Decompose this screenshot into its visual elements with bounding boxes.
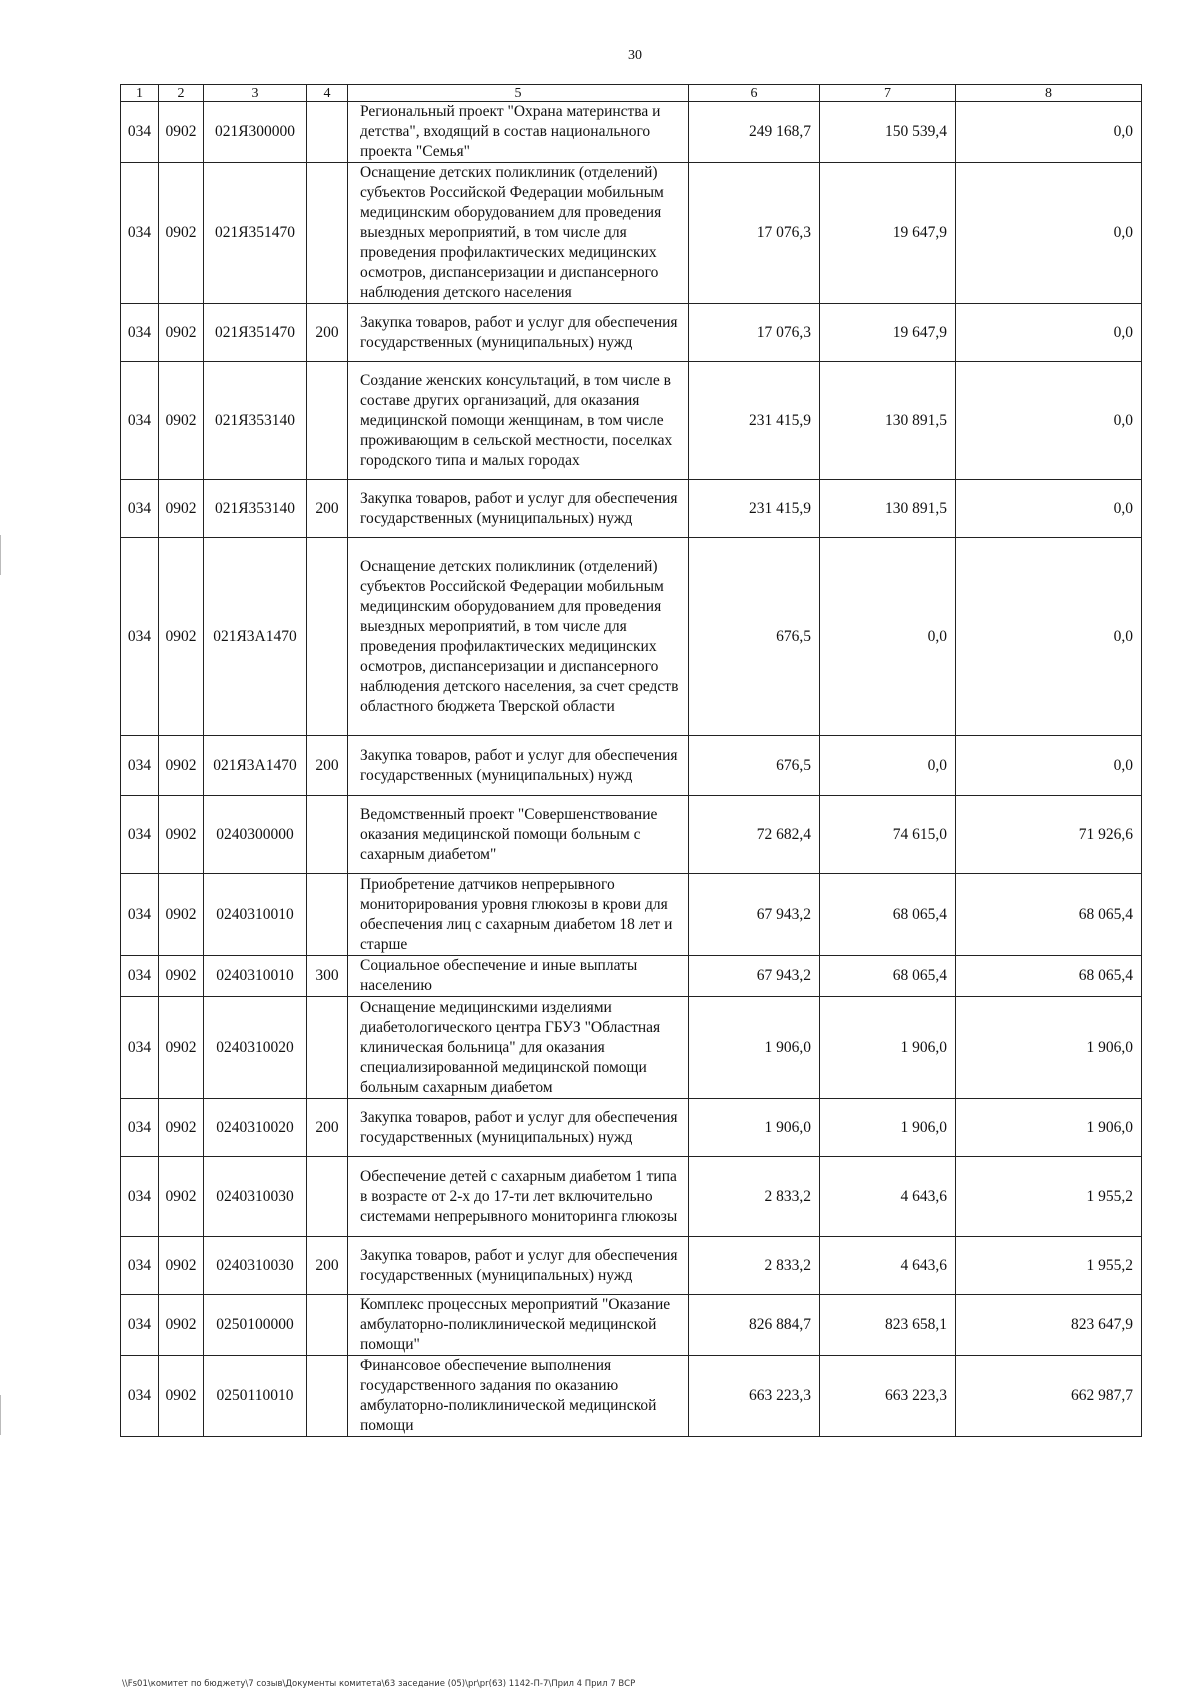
cell-c4 [307,538,348,736]
cell-c6: 1 906,0 [689,1099,820,1157]
table-row [121,102,1142,163]
cell-c2: 0902 [159,362,204,480]
cell-c3: 021Я351470 [204,304,307,362]
header-cell-1: 1 [121,85,159,102]
table-row [121,997,1142,1099]
cell-c1: 034 [121,1356,159,1437]
cell-c7: 130 891,5 [820,480,956,538]
cell-c1: 034 [121,102,159,163]
cell-c8: 0,0 [956,362,1142,480]
page-number: 30 [628,48,642,63]
cell-c3: 021Я3А1470 [204,538,307,736]
table-row [121,874,1142,956]
cell-c3: 0240310020 [204,1099,307,1157]
cell-c1: 034 [121,796,159,874]
cell-c7: 4 643,6 [820,1157,956,1237]
cell-c4 [307,1157,348,1237]
cell-c3: 0240310010 [204,874,307,956]
cell-c2: 0902 [159,1237,204,1295]
cell-c1: 034 [121,997,159,1099]
table-row [121,480,1142,538]
cell-c3: 021Я3А1470 [204,736,307,796]
cell-c8: 662 987,7 [956,1356,1142,1437]
cell-c3: 0250100000 [204,1295,307,1356]
cell-c3: 021Я353140 [204,480,307,538]
cell-c4 [307,102,348,163]
cell-c8: 0,0 [956,304,1142,362]
cell-c4 [307,874,348,956]
cell-c5: Закупка товаров, работ и услуг для обеспечения государственных (муниципальных) нужд [348,1237,689,1295]
scan-edge-mark [0,1395,1,1435]
cell-c5: Оснащение медицинскими изделиями диабетологического центра ГБУЗ "Областная клиническая больница" для оказания специализированной медицинской помощи больным сахарным диабетом [348,997,689,1099]
cell-c8: 0,0 [956,102,1142,163]
cell-c7: 74 615,0 [820,796,956,874]
cell-c6: 676,5 [689,736,820,796]
cell-c6: 676,5 [689,538,820,736]
cell-c5: Закупка товаров, работ и услуг для обеспечения государственных (муниципальных) нужд [348,1099,689,1157]
table-row [121,796,1142,874]
cell-c2: 0902 [159,1356,204,1437]
cell-c7: 150 539,4 [820,102,956,163]
cell-c5: Региональный проект "Охрана материнства и детства", входящий в состав национального проекта "Семья" [348,102,689,163]
cell-c8: 0,0 [956,163,1142,304]
cell-c3: 0250110010 [204,1356,307,1437]
cell-c8: 1 906,0 [956,997,1142,1099]
cell-c1: 034 [121,1157,159,1237]
cell-c5: Ведомственный проект "Совершенствование оказания медицинской помощи больным с сахарным диабетом" [348,796,689,874]
cell-c8: 0,0 [956,736,1142,796]
cell-c5: Комплекс процессных мероприятий "Оказание амбулаторно-поликлинической медицинской помощи" [348,1295,689,1356]
cell-c6: 67 943,2 [689,956,820,997]
cell-c8: 0,0 [956,538,1142,736]
cell-c8: 68 065,4 [956,874,1142,956]
cell-c2: 0902 [159,304,204,362]
cell-c3: 021Я351470 [204,163,307,304]
table-row [121,362,1142,480]
cell-c7: 0,0 [820,538,956,736]
header-cell-4: 4 [307,85,348,102]
table-body [121,85,1142,1437]
cell-c1: 034 [121,736,159,796]
header-cell-5: 5 [348,85,689,102]
header-cell-3: 3 [204,85,307,102]
cell-c2: 0902 [159,538,204,736]
cell-c1: 034 [121,163,159,304]
cell-c1: 034 [121,1099,159,1157]
cell-c8: 71 926,6 [956,796,1142,874]
cell-c5: Закупка товаров, работ и услуг для обеспечения государственных (муниципальных) нужд [348,736,689,796]
cell-c6: 663 223,3 [689,1356,820,1437]
cell-c4: 200 [307,1237,348,1295]
cell-c3: 0240310030 [204,1157,307,1237]
cell-c8: 1 955,2 [956,1157,1142,1237]
cell-c5: Приобретение датчиков непрерывного мониторирования уровня глюкозы в крови для обеспечения лиц с сахарным диабетом 18 лет и старше [348,874,689,956]
cell-c4: 200 [307,1099,348,1157]
cell-c1: 034 [121,1237,159,1295]
table-header-row [121,85,1142,102]
cell-c3: 0240310020 [204,997,307,1099]
cell-c7: 823 658,1 [820,1295,956,1356]
cell-c5: Финансовое обеспечение выполнения государственного задания по оказанию амбулаторно-поликлинической медицинской помощи [348,1356,689,1437]
cell-c7: 19 647,9 [820,163,956,304]
footer-file-path: \\Fs01\комитет по бюджету\7 созыв\Документы комитета\63 заседание (05)\pr\pr(63) 1142-П-7\Прил 4 Прил 7 ВСР [122,1679,636,1689]
cell-c4 [307,362,348,480]
cell-c6: 231 415,9 [689,362,820,480]
header-cell-7: 7 [820,85,956,102]
cell-c1: 034 [121,956,159,997]
budget-table [120,84,1142,1437]
cell-c4 [307,997,348,1099]
cell-c5: Закупка товаров, работ и услуг для обеспечения государственных (муниципальных) нужд [348,480,689,538]
cell-c1: 034 [121,480,159,538]
cell-c8: 68 065,4 [956,956,1142,997]
cell-c3: 0240300000 [204,796,307,874]
scan-edge-mark [0,535,1,575]
table-row [121,1295,1142,1356]
cell-c7: 19 647,9 [820,304,956,362]
cell-c8: 1 955,2 [956,1237,1142,1295]
cell-c8: 0,0 [956,480,1142,538]
cell-c1: 034 [121,362,159,480]
cell-c2: 0902 [159,480,204,538]
table-row [121,163,1142,304]
cell-c2: 0902 [159,102,204,163]
cell-c7: 4 643,6 [820,1237,956,1295]
cell-c1: 034 [121,304,159,362]
cell-c3: 0240310030 [204,1237,307,1295]
header-cell-8: 8 [956,85,1142,102]
cell-c2: 0902 [159,1295,204,1356]
cell-c4: 200 [307,736,348,796]
cell-c2: 0902 [159,1099,204,1157]
table-row [121,304,1142,362]
cell-c5: Оснащение детских поликлиник (отделений) субъектов Российской Федерации мобильным медицинским оборудованием для проведения выездных мероприятий, в том числе для проведения профилактических медицинских осмотров, диспансеризации и диспансерного наблюдения детского населения [348,163,689,304]
cell-c6: 826 884,7 [689,1295,820,1356]
cell-c5: Создание женских консультаций, в том числе в составе других организаций, для оказания медицинской помощи женщинам, в том числе проживающим в сельской местности, поселках городского типа и малых городах [348,362,689,480]
cell-c7: 1 906,0 [820,997,956,1099]
cell-c2: 0902 [159,163,204,304]
cell-c6: 17 076,3 [689,304,820,362]
table-row [121,956,1142,997]
cell-c1: 034 [121,1295,159,1356]
cell-c7: 130 891,5 [820,362,956,480]
cell-c5: Оснащение детских поликлиник (отделений) субъектов Российской Федерации мобильным медицинским оборудованием для проведения выездных мероприятий, в том числе для проведения профилактических медицинских осмотров, диспансеризации и диспансерного наблюдения детского населения, за счет средств областного бюджета Тверской области [348,538,689,736]
cell-c5: Социальное обеспечение и иные выплаты населению [348,956,689,997]
cell-c2: 0902 [159,874,204,956]
cell-c4: 200 [307,480,348,538]
cell-c8: 1 906,0 [956,1099,1142,1157]
cell-c1: 034 [121,538,159,736]
table-row [121,1237,1142,1295]
table-row [121,1356,1142,1437]
cell-c4 [307,163,348,304]
header-cell-2: 2 [159,85,204,102]
cell-c6: 249 168,7 [689,102,820,163]
cell-c1: 034 [121,874,159,956]
cell-c6: 17 076,3 [689,163,820,304]
cell-c3: 021Я353140 [204,362,307,480]
header-cell-6: 6 [689,85,820,102]
cell-c4: 200 [307,304,348,362]
cell-c4: 300 [307,956,348,997]
cell-c7: 0,0 [820,736,956,796]
cell-c2: 0902 [159,736,204,796]
cell-c8: 823 647,9 [956,1295,1142,1356]
cell-c3: 0240310010 [204,956,307,997]
cell-c6: 1 906,0 [689,997,820,1099]
table-row [121,538,1142,736]
cell-c5: Закупка товаров, работ и услуг для обеспечения государственных (муниципальных) нужд [348,304,689,362]
cell-c6: 72 682,4 [689,796,820,874]
cell-c7: 68 065,4 [820,874,956,956]
cell-c2: 0902 [159,796,204,874]
cell-c4 [307,1356,348,1437]
cell-c5: Обеспечение детей с сахарным диабетом 1 типа в возрасте от 2-х до 17-ти лет включительно системами непрерывного мониторинга глюкозы [348,1157,689,1237]
cell-c6: 67 943,2 [689,874,820,956]
cell-c2: 0902 [159,956,204,997]
cell-c6: 2 833,2 [689,1237,820,1295]
cell-c7: 68 065,4 [820,956,956,997]
cell-c6: 2 833,2 [689,1157,820,1237]
table-row [121,736,1142,796]
cell-c3: 021Я300000 [204,102,307,163]
cell-c4 [307,796,348,874]
table-row [121,1157,1142,1237]
cell-c6: 231 415,9 [689,480,820,538]
table-row [121,1099,1142,1157]
cell-c2: 0902 [159,997,204,1099]
cell-c7: 1 906,0 [820,1099,956,1157]
cell-c4 [307,1295,348,1356]
cell-c7: 663 223,3 [820,1356,956,1437]
cell-c2: 0902 [159,1157,204,1237]
